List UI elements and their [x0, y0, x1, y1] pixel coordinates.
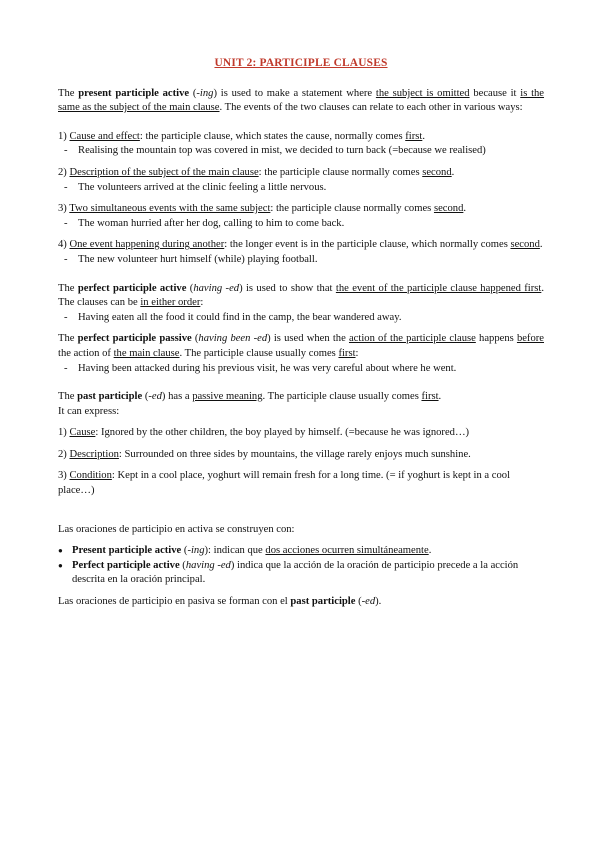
example: - Having been attacked during his previous visit, he was very careful about where he went. — [58, 362, 544, 377]
example: - Realising the mountain top was covered in mist, we decided to turn back (=because we realised) — [58, 144, 544, 159]
past-participle-section: The past participle (-ed) has a passive meaning. The participle clause usually comes first. It can express: 1) Cause: Ignored by the other children, the boy played by himself. (=because he was ignored…) 2) Description: Surrounded on three sides by mountains, the village rarely enjoys much sunshine. 3) Condition: Kept in a cool place, yoghurt will remain fresh for a long time. (= if yoghurt is kept in a cool place…) — [58, 390, 544, 499]
list-item: 1) Cause: Ignored by the other children, the boy played by himself. (=because he was ignored…) — [58, 427, 470, 439]
perfect-active-section: The perfect participle active (having -ed) is used to show that the event of the participle clause happened first. The clauses can be in either order: - Having eaten all the food it could find in the camp, the bear wandered away. — [58, 282, 544, 326]
perfect-passive-section: The perfect participle passive (having been -ed) is used when the action of the participle clause happens before the action of the main clause. The participle clause usually comes first: - Having been attacked during his previous visit, he was very careful about where he went. — [58, 332, 544, 376]
way-3: 3) Two simultaneous events with the same subject: the participle clause normally comes second. - The woman hurried after her dog, calling to him to come back. — [58, 202, 544, 231]
way-4: 4) One event happening during another: the longer event is in the participle clause, which normally comes second. - The new volunteer hurt himself (while) playing football. — [58, 238, 544, 267]
spanish-intro: Las oraciones de participio en activa se construyen con: — [58, 523, 295, 535]
list-item: ● Perfect participle active (having -ed) indica que la acción de la oración de participio precede a la acción descrita en la oración principal. — [58, 559, 544, 588]
list-item: ● Present participle active (-ing): indican que dos acciones ocurren simultáneamente. — [58, 544, 544, 559]
example: - Having eaten all the food it could find in the camp, the bear wandered away. — [58, 311, 544, 326]
intro-paragraph: The present participle active (-ing) is used to make a statement where the subject is omitted because it is the same as the subject of the main clause. The events of the two clauses can relate to each other in various ways: — [58, 87, 545, 114]
document-page — [58, 50, 544, 610]
way-2: 2) Description of the subject of the main clause: the participle clause normally comes second. - The volunteers arrived at the clinic feeling a little nervous. — [58, 166, 544, 195]
list-item: 3) Condition: Kept in a cool place, yoghurt will remain fresh for a long time. (= if yoghurt is kept in a cool place…) — [58, 470, 511, 497]
spanish-passive: Las oraciones de participio en pasiva se forman con el past participle (-ed). — [58, 596, 382, 608]
example: - The new volunteer hurt himself (while) playing football. — [58, 253, 544, 268]
spanish-section — [58, 523, 544, 610]
can-express-label: It can express: — [58, 405, 120, 417]
example: - The volunteers arrived at the clinic feeling a little nervous. — [58, 181, 544, 196]
example: - The woman hurried after her dog, calling to him to come back. — [58, 217, 544, 232]
page-title: UNIT 2: PARTICIPLE CLAUSES — [214, 57, 388, 69]
way-1: 1) Cause and effect: the participle clause, which states the cause, normally comes first. - Realising the mountain top was covered in mist, we decided to turn back (=because we realised) — [58, 130, 544, 159]
list-item: 2) Description: Surrounded on three sides by mountains, the village rarely enjoys much sunshine. — [58, 448, 471, 460]
